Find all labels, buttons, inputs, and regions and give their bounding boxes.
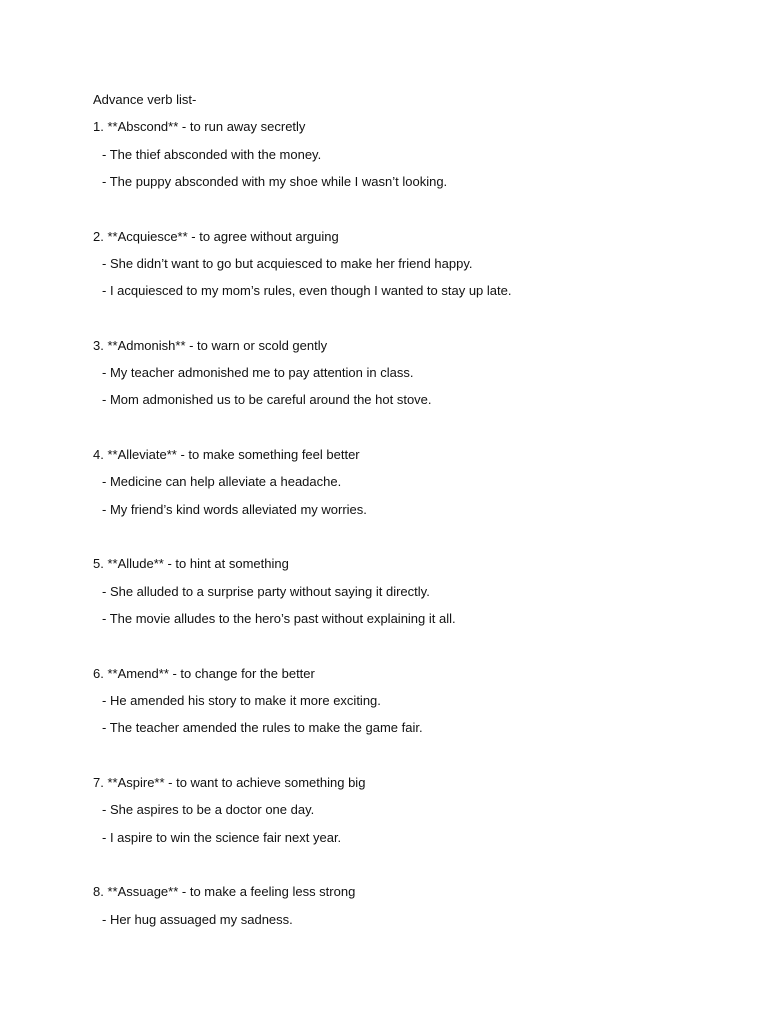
verb-entry-amend <box>93 660 713 742</box>
verb-entry-abscond <box>93 113 713 195</box>
verb-entry-aspire <box>93 769 713 851</box>
verb-example: - The puppy absconded with my shoe while I wasn’t looking. <box>102 173 448 189</box>
verb-entry-assuage <box>93 878 713 933</box>
verb-entry-allude <box>93 550 713 632</box>
verb-heading: 2. **Acquiesce** - to agree without arguing <box>93 228 339 244</box>
verb-example: - Mom admonished us to be careful around the hot stove. <box>102 392 432 408</box>
verb-heading: 8. **Assuage** - to make a feeling less strong <box>93 884 356 900</box>
verb-example: - She didn’t want to go but acquiesced to make her friend happy. <box>102 255 473 271</box>
verb-heading: 6. **Amend** - to change for the better <box>93 665 315 681</box>
verb-entry-admonish <box>93 332 713 414</box>
verb-example: - He amended his story to make it more exciting. <box>102 693 381 708</box>
verb-entry-alleviate <box>93 441 713 523</box>
verb-example: - I acquiesced to my mom’s rules, even though I wanted to stay up late. <box>102 283 512 299</box>
verb-example: - My teacher admonished me to pay attention in class. <box>102 365 414 381</box>
verb-example: - The movie alludes to the hero’s past without explaining it all. <box>102 611 456 627</box>
verb-example: - She alluded to a surprise party without saying it directly. <box>102 583 430 599</box>
verb-heading: 1. **Abscond** - to run away secretly <box>93 119 306 135</box>
verb-heading: 7. **Aspire** - to want to achieve something big <box>93 774 366 790</box>
document-title: Advance verb list- <box>93 92 197 107</box>
verb-heading: 3. **Admonish** - to warn or scold gently <box>93 337 328 353</box>
document-content <box>93 86 713 960</box>
verb-example: - She aspires to be a doctor one day. <box>102 802 315 818</box>
verb-entry-acquiesce <box>93 223 713 305</box>
verb-heading: 4. **Alleviate** - to make something feel better <box>93 447 360 463</box>
verb-heading: 5. **Allude** - to hint at something <box>93 556 289 572</box>
verb-example: - I aspire to win the science fair next year. <box>102 829 342 845</box>
verb-example: - The teacher amended the rules to make the game fair. <box>102 720 423 736</box>
verb-example: - My friend’s kind words alleviated my worries. <box>102 501 367 517</box>
verb-example: - Her hug assuaged my sadness. <box>102 911 293 927</box>
verb-example: - Medicine can help alleviate a headache. <box>102 474 342 490</box>
verb-example: - The thief absconded with the money. <box>102 146 322 162</box>
